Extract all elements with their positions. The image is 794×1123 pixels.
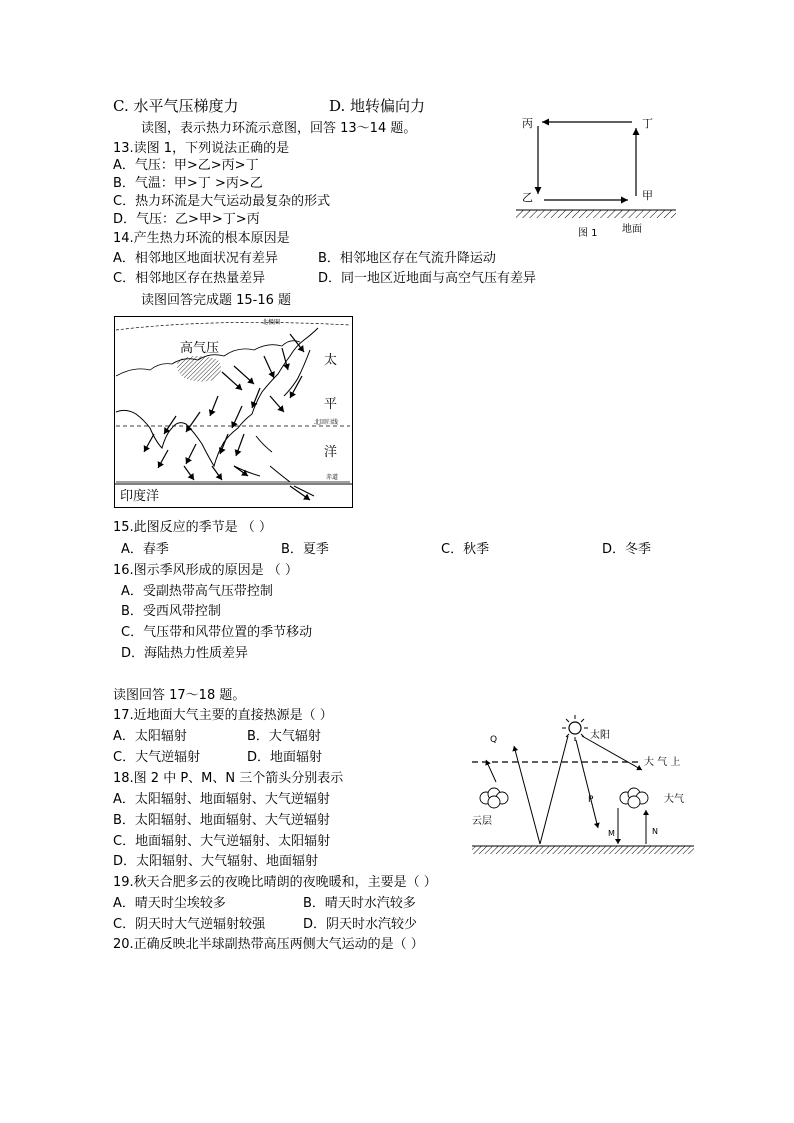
q14-option-a: A．相邻地区地面状况有差异 [113,251,278,266]
q17-stem: 17.近地面大气主要的直接热源是（ ） [113,708,333,723]
q19-stem: 19.秋天合肥多云的夜晚比晴朗的夜晚暖和，主要是（ ） [113,875,437,890]
q15-stem: 15.此图反应的季节是 （ ） [113,520,272,535]
q14-option-b: B．相邻地区存在气流升降运动 [318,251,496,266]
label-tropic: 北回归线 [314,419,339,426]
cloud-icon-right [620,788,648,808]
intro-15-16: 读图回答完成题 15-16 题 [141,293,292,308]
label-pacific-3: 洋 [324,445,338,460]
q15-option-d: D．冬季 [602,542,652,557]
q18-option-b: B．太阳辐射、地面辐射、大气逆辐射 [113,813,330,828]
label-cloud-layer: 云层 [472,816,492,827]
label-jia: 甲 [642,189,653,202]
q18-option-d: D．太阳辐射、大气辐射、地面辐射 [113,854,319,869]
q15-option-a: A．春季 [121,542,169,557]
q14-option-c: C．相邻地区存在热量差异 [113,271,266,286]
figure-2-radiation [468,712,696,860]
label-arctic-circle: 北极圈 [262,319,281,326]
figure-1-thermal-circulation [508,112,684,242]
q12-option-c: C. 水平气压梯度力 [113,97,239,115]
label-ding: 丁 [642,117,653,130]
label-atmosphere-top: 大 气 上 [644,757,681,768]
label-n: N [652,827,658,836]
q17-option-c: C．大气逆辐射 [113,750,201,765]
q20-stem: 20.正确反映北半球副热带高压两侧大气运动的是（ ） [113,937,424,952]
q19-option-d: D．阴天时水汽较少 [303,917,418,932]
q19-option-a: A．晴天时尘埃较多 [113,896,226,911]
label-sun: 太阳 [590,730,610,741]
q15-option-b: B．夏季 [281,542,329,557]
q16-stem: 16.图示季风形成的原因是 （ ） [113,563,298,578]
q13-stem: 13.读图 1，下列说法正确的是 [113,141,290,156]
label-equator: 赤道 [326,474,339,481]
q16-option-b: B．受西风带控制 [121,604,221,619]
intro-13-14: 读图，表示热力环流示意图，回答 13～14 题。 [141,121,417,136]
q16-option-a: A．受副热带高气压带控制 [121,584,273,599]
label-high-pressure: 高气压 [180,341,220,356]
q13-option-c: C．热力环流是大气运动最复杂的形式 [113,194,331,209]
q13-option-b: B．气温：甲>丁 >丙>乙 [113,176,263,191]
label-p: P [588,795,594,805]
q18-stem: 18.图 2 中 P、M、N 三个箭头分别表示 [113,771,344,786]
label-m: M [608,829,615,838]
q13-option-a: A．气压：甲>乙>丙>丁 [113,158,259,173]
q17-option-d: D．地面辐射 [247,750,323,765]
q18-option-c: C．地面辐射、大气逆辐射、太阳辐射 [113,834,331,849]
q16-option-c: C．气压带和风带位置的季节移动 [121,625,313,640]
q15-option-c: C．秋季 [441,542,490,557]
label-atmosphere: 大气 [664,794,684,805]
intro-17-18: 读图回答 17～18 题。 [113,688,246,703]
q19-option-b: B．晴天时水汽较多 [303,896,416,911]
label-bing: 丙 [522,117,533,130]
figure-1-caption: 图 1 [578,228,598,239]
q19-option-c: C．阴天时大气逆辐射较强 [113,917,266,932]
q17-option-b: B．大气辐射 [247,729,321,744]
q14-option-d: D．同一地区近地面与高空气压有差异 [318,271,537,286]
q12-option-d: D. 地转偏向力 [329,97,426,115]
label-indian-ocean: 印度洋 [120,489,160,504]
label-ground: 地面 [622,224,642,235]
cloud-icon-left [480,788,508,808]
label-yi: 乙 [522,191,533,204]
q17-option-a: A．太阳辐射 [113,729,187,744]
label-pacific-2: 平 [324,397,338,412]
label-pacific-1: 太 [324,353,338,368]
label-q: Q [490,735,498,745]
monsoon-map [114,316,353,508]
q18-option-a: A．太阳辐射、地面辐射、大气逆辐射 [113,792,330,807]
q13-option-d: D．气压：乙>甲>丁>丙 [113,212,260,227]
q14-stem: 14.产生热力环流的根本原因是 [113,231,290,246]
q16-option-d: D．海陆热力性质差异 [121,646,249,661]
